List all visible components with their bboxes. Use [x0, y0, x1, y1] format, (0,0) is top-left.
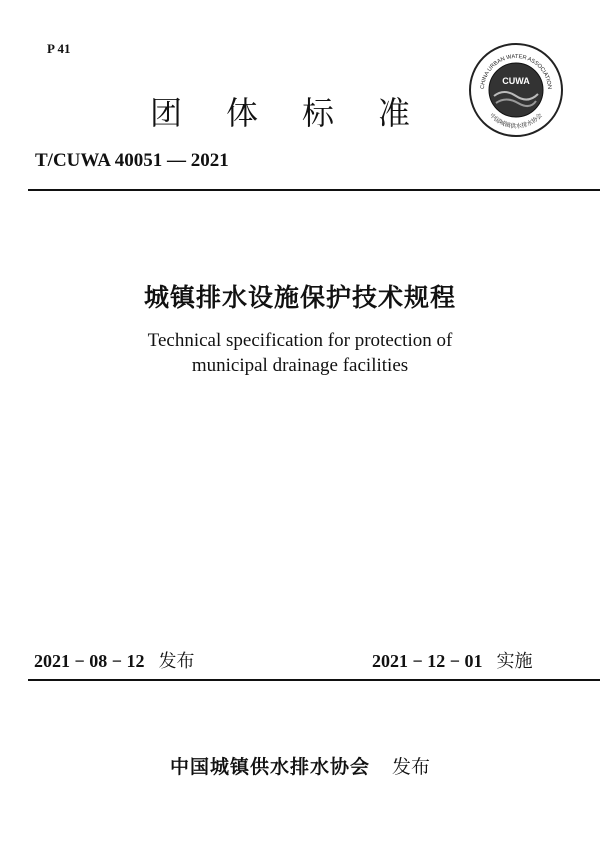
svg-text:中国城镇供水排水协会: 中国城镇供水排水协会	[488, 112, 544, 131]
svg-text:CHINA URBAN WATER ASSOCIATION: CHINA URBAN WATER ASSOCIATION	[479, 53, 553, 90]
issue-date-block	[34, 647, 195, 673]
publisher-name: 中国城镇供水排水协会	[169, 756, 370, 778]
issue-date: 2021 − 08 − 12	[34, 651, 145, 671]
title-english-line-2: municipal drainage facilities	[191, 355, 409, 376]
classification-code: P 41	[47, 41, 71, 56]
title-chinese: 城镇排水设施保护技术规程	[143, 283, 456, 312]
footer-divider	[28, 679, 600, 681]
implementation-date: 2021 − 12 − 01	[372, 651, 483, 671]
publisher-line	[0, 752, 600, 779]
issue-label: 发布	[158, 651, 195, 672]
header-divider	[28, 189, 600, 191]
implementation-date-block	[372, 647, 533, 673]
standard-number: T/CUWA 40051 — 2021	[35, 150, 229, 171]
implementation-label: 实施	[496, 651, 533, 672]
publisher-label: 发布	[392, 756, 431, 778]
standard-type-heading: 团体标准	[150, 94, 455, 132]
svg-text:CUWA: CUWA	[502, 76, 530, 86]
title-english-line-1: Technical specification for protection of	[147, 330, 453, 351]
association-seal-logo	[468, 42, 564, 138]
